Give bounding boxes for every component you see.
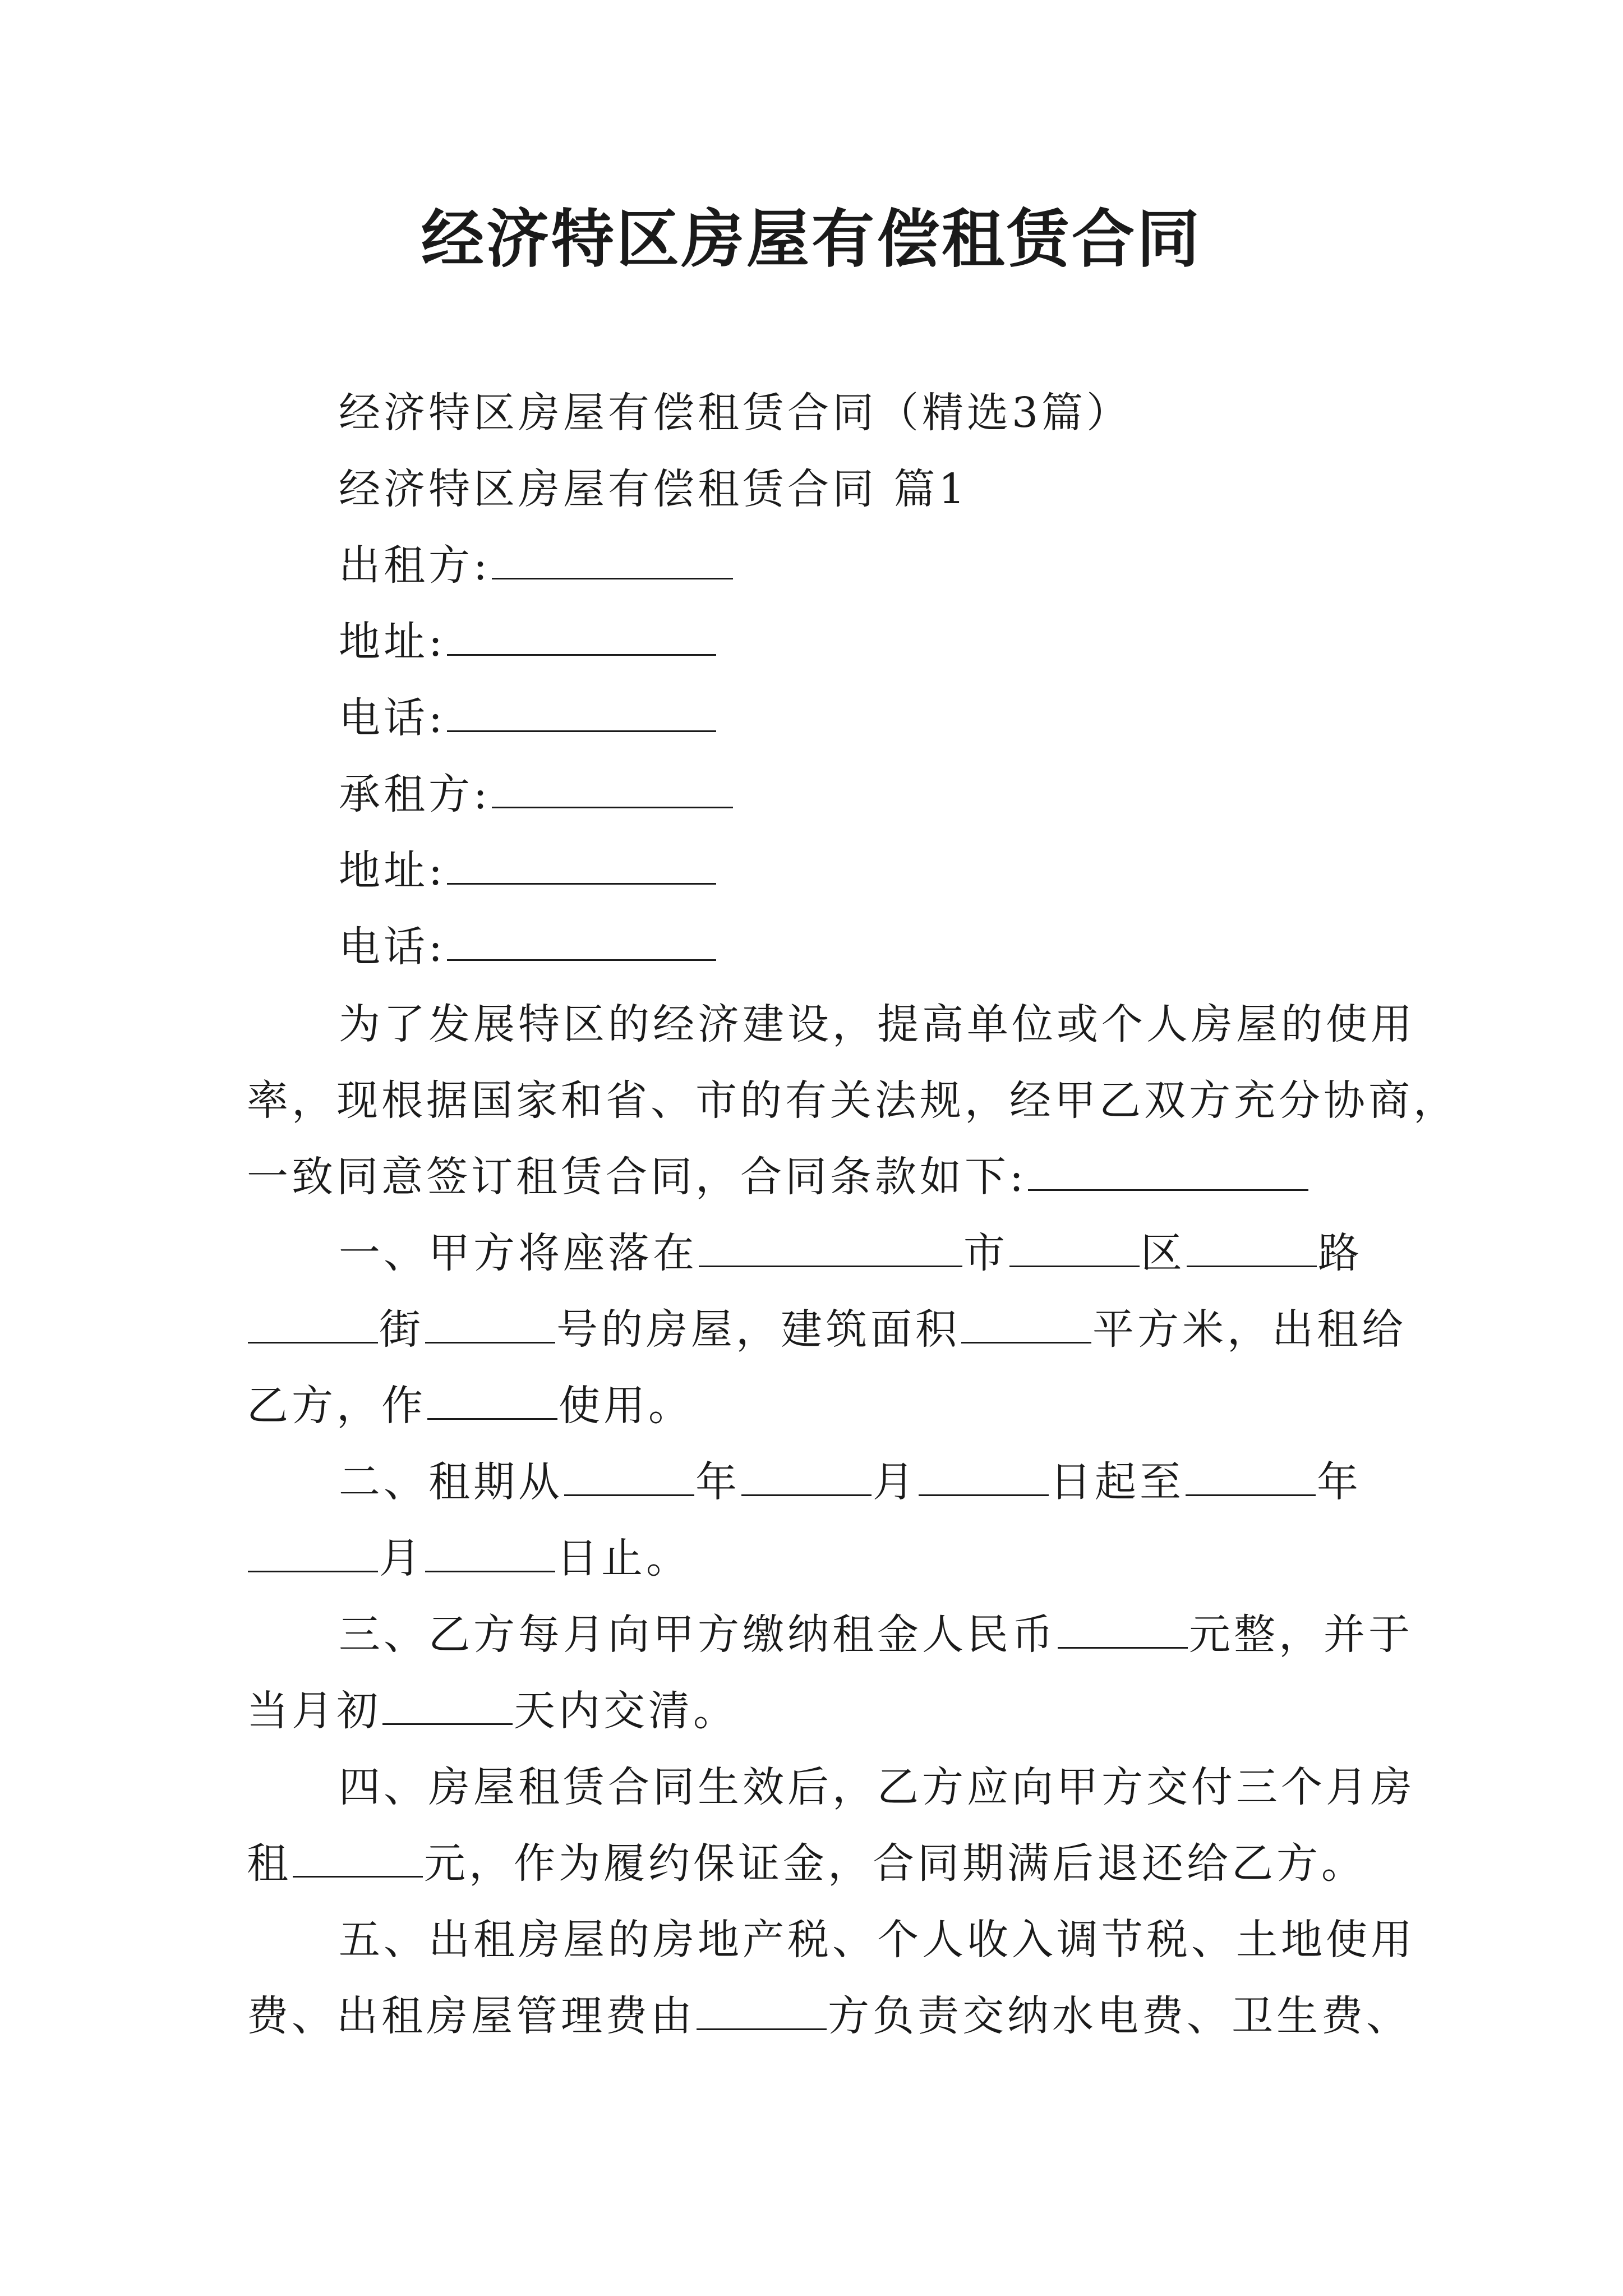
clause-1-text-g: 平方米，出租给 (1092, 1305, 1407, 1354)
lessor-field (339, 537, 734, 593)
lessee-label: 承租方: (339, 770, 491, 818)
lessee-phone-field (339, 919, 717, 975)
clause-3-blank-days (382, 1684, 513, 1725)
clause-1-text-d: 路 (1318, 1229, 1363, 1277)
intro-line-3 (247, 1149, 1310, 1205)
clause-2-text-f: 月 (379, 1534, 424, 1582)
intro-line-2: 率，现根据国家和省、市的有关法规，经甲乙双方充分协商， (247, 1076, 1458, 1125)
clause-1-text-c: 区 (1141, 1229, 1186, 1277)
clause-1-blank-area (961, 1303, 1091, 1343)
clause-2-blank-start-day (919, 1455, 1049, 1496)
clause-2-blank-end-year (1186, 1455, 1316, 1496)
clause-2-line-1 (339, 1454, 1362, 1510)
clause-2-blank-end-month (248, 1531, 378, 1572)
clause-1-text-b: 市 (963, 1229, 1008, 1277)
clause-3-text-d: 天内交清。 (514, 1687, 738, 1735)
clause-1-blank-city (1009, 1226, 1140, 1267)
lessee-address-field (339, 843, 717, 899)
lessee-blank (492, 767, 733, 808)
clause-1-blank-use (427, 1379, 557, 1420)
clause-1-line-2 (247, 1301, 1407, 1358)
intro-text: 一致同意签订租赁合同，合同条款如下: (247, 1153, 1027, 1201)
lessee-address-blank (447, 844, 716, 885)
lessor-blank (492, 539, 733, 579)
lessor-phone-blank (447, 691, 716, 732)
clause-3-line-1 (339, 1607, 1413, 1663)
clause-2-text-g: 日止。 (556, 1534, 691, 1582)
intro-line-1: 为了发展特区的经济建设，提高单位或个人房屋的使用 (339, 1000, 1415, 1048)
lessee-phone-label: 电话: (339, 923, 446, 971)
lessor-phone-label: 电话: (339, 694, 446, 742)
clause-3-text-c: 当月初 (247, 1687, 381, 1735)
clause-5-blank-party (697, 1989, 827, 2030)
clause-5-line-2 (247, 1988, 1411, 2044)
clause-3-line-2 (247, 1683, 738, 1739)
lessor-phone-field (339, 690, 717, 746)
lessor-address-label: 地址: (339, 618, 446, 666)
lessee-field (339, 766, 734, 822)
document-title: 经济特区房屋有偿租赁合同 (421, 203, 1202, 276)
document-subtitle: 经济特区房屋有偿租赁合同（精选3篇） (339, 389, 1132, 437)
clause-2-text-e: 年 (1317, 1458, 1362, 1506)
clause-1-line-3 (247, 1378, 693, 1434)
clause-4-line-2 (247, 1835, 1366, 1892)
clause-4-text-c: 元，作为履约保证金，合同期满后退还给乙方。 (424, 1839, 1366, 1888)
clause-1-text-i: 使用。 (559, 1382, 693, 1430)
clause-2-blank-start-month (741, 1455, 872, 1496)
section-heading: 经济特区房屋有偿租赁合同 篇1 (339, 465, 969, 513)
lessor-address-field (339, 614, 717, 670)
clause-2-text-a: 二、租期从 (339, 1458, 563, 1506)
clause-1-line-1 (339, 1225, 1363, 1281)
clause-4-line-1: 四、房屋租赁合同生效后，乙方应向甲方交付三个月房 (339, 1763, 1415, 1811)
clause-1-text-h: 乙方，作 (247, 1382, 426, 1430)
intro-blank (1028, 1150, 1308, 1191)
clause-2-text-c: 月 (873, 1458, 917, 1506)
lessee-phone-blank (447, 920, 716, 961)
clause-5-line-1: 五、出租房屋的房地产税、个人收入调节税、土地使用 (339, 1916, 1415, 1964)
clause-3-text-a: 三、乙方每月向甲方缴纳租金人民币 (339, 1611, 1057, 1659)
clause-2-text-b: 年 (695, 1458, 740, 1506)
clause-3-blank-rent (1058, 1608, 1188, 1649)
lessor-label: 出租方: (339, 541, 491, 590)
clause-2-line-2 (247, 1530, 691, 1586)
lessee-address-label: 地址: (339, 846, 446, 895)
clause-1-blank-district (1187, 1226, 1317, 1267)
clause-4-blank-deposit (293, 1837, 423, 1878)
clause-3-text-b: 元整，并于 (1189, 1611, 1413, 1659)
clause-2-blank-end-day (425, 1531, 555, 1572)
clause-5-text-b: 费、出租房屋管理费由 (247, 1992, 695, 2040)
lessor-address-blank (447, 615, 716, 656)
clause-1-text-e: 街 (379, 1305, 424, 1354)
clause-5-text-c: 方负责交纳水电费、卫生费、 (828, 1992, 1411, 2040)
clause-1-text-f: 号的房屋，建筑面积 (556, 1305, 960, 1354)
clause-1-blank-street (425, 1303, 555, 1343)
clause-1-blank-road (248, 1303, 378, 1343)
clause-1-blank-location (699, 1226, 962, 1267)
clause-2-blank-start-year (564, 1455, 694, 1496)
clause-2-text-d: 日起至 (1050, 1458, 1184, 1506)
clause-4-text-b: 租 (247, 1839, 292, 1888)
clause-1-text-a: 一、甲方将座落在 (339, 1229, 698, 1277)
